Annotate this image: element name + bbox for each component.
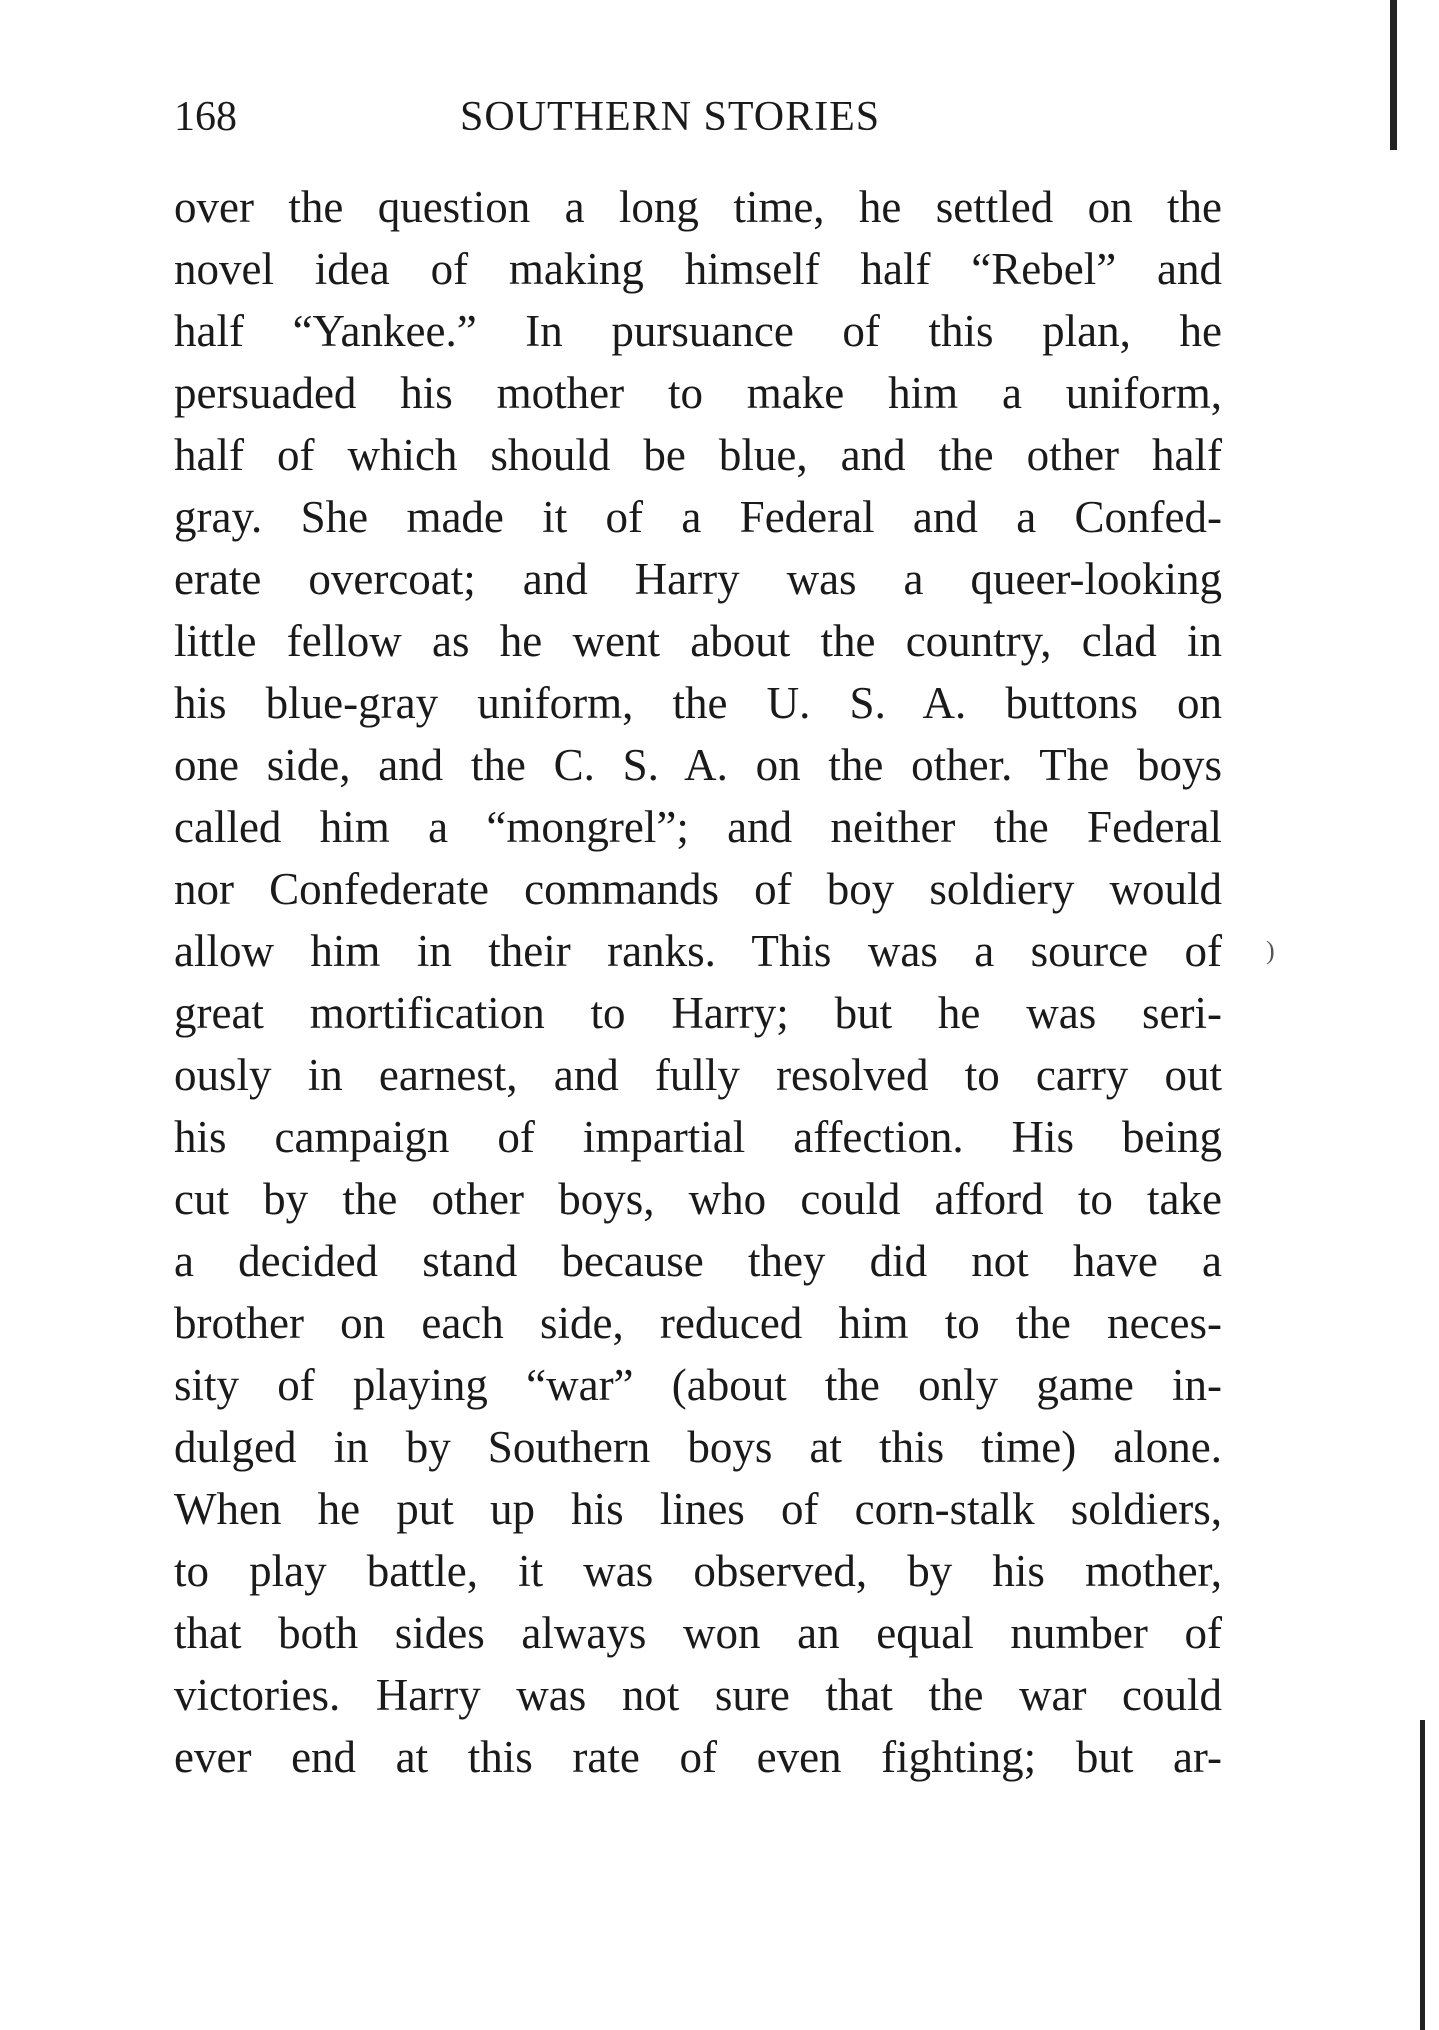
text-line: over the question a long time, he settled on the: [174, 182, 1222, 232]
text-line: novel idea of making himself half “Rebel” and: [174, 244, 1222, 294]
text-line: allow him in their ranks. This was a source of: [174, 926, 1222, 976]
text-line: erate overcoat; and Harry was a queer-looking: [174, 554, 1222, 604]
page-number: 168: [174, 94, 237, 140]
text-line: cut by the other boys, who could afford to take: [174, 1174, 1222, 1224]
text-line: a decided stand because they did not have a: [174, 1236, 1222, 1286]
text-line: little fellow as he went about the country, clad in: [174, 616, 1222, 666]
text-line: nor Confederate commands of boy soldiery would: [174, 864, 1222, 914]
text-line: to play battle, it was observed, by his mother,: [174, 1546, 1222, 1596]
body-text: [174, 176, 1222, 1788]
running-head: [174, 92, 1222, 142]
text-line: dulged in by Southern boys at this time) alone.: [174, 1422, 1222, 1472]
text-line: his blue-gray uniform, the U. S. A. buttons on: [174, 678, 1222, 728]
binding-edge-top: [1390, 0, 1397, 150]
text-line: his campaign of impartial affection. His being: [174, 1112, 1222, 1162]
book-title: SOUTHERN STORIES: [460, 94, 881, 140]
text-line: persuaded his mother to make him a uniform,: [174, 368, 1222, 418]
text-line: brother on each side, reduced him to the neces-: [174, 1298, 1222, 1348]
text-line: ously in earnest, and fully resolved to carry out: [174, 1050, 1222, 1100]
text-line: victories. Harry was not sure that the war could: [174, 1670, 1222, 1720]
text-line: half of which should be blue, and the other half: [174, 430, 1222, 480]
text-line: great mortification to Harry; but he was seri-: [174, 988, 1222, 1038]
text-line: ever end at this rate of even fighting; but ar-: [174, 1732, 1222, 1782]
text-line: half “Yankee.” In pursuance of this plan, he: [174, 306, 1222, 356]
text-line: gray. She made it of a Federal and a Confed-: [174, 492, 1222, 542]
text-line: When he put up his lines of corn-stalk soldiers,: [174, 1484, 1222, 1534]
binding-edge-bottom: [1420, 1720, 1425, 2030]
text-line: that both sides always won an equal number of: [174, 1608, 1222, 1658]
text-line: sity of playing “war” (about the only game in-: [174, 1360, 1222, 1410]
margin-mark: ): [1266, 936, 1275, 965]
text-line: called him a “mongrel”; and neither the Federal: [174, 802, 1222, 852]
text-line: one side, and the C. S. A. on the other. The boys: [174, 740, 1222, 790]
